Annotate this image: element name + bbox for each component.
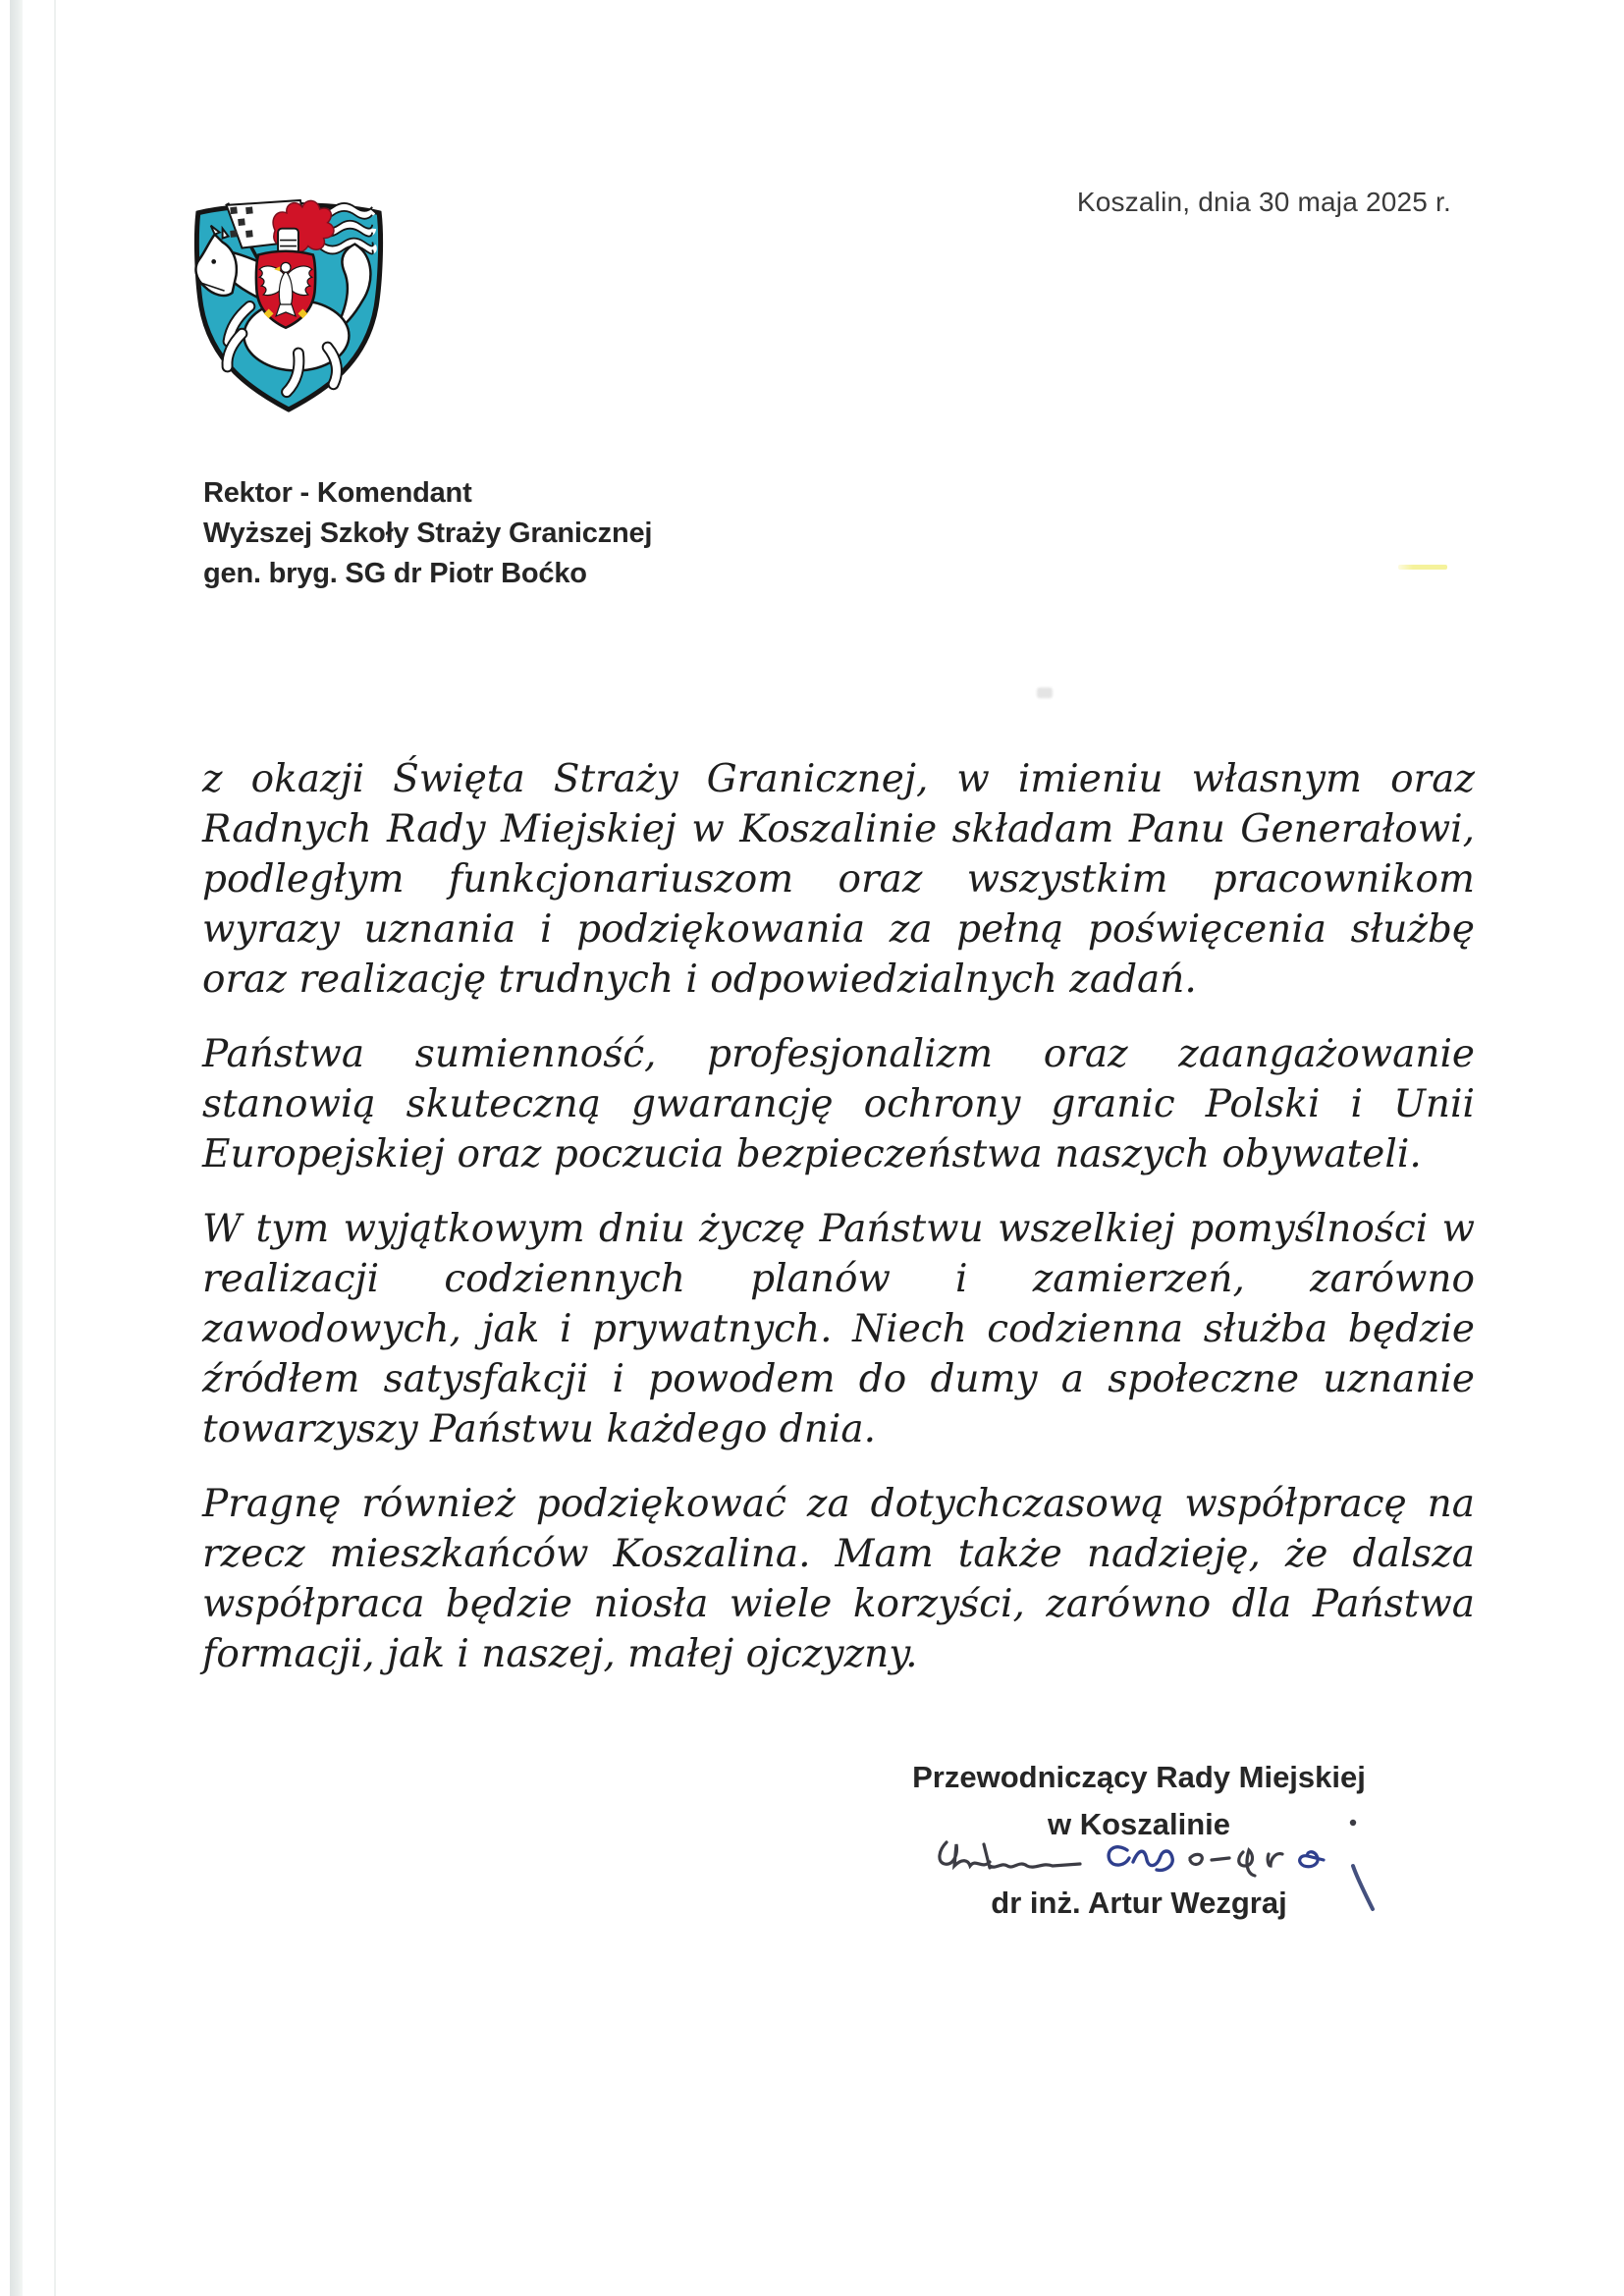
scan-smudge xyxy=(1037,687,1053,698)
recipient-block xyxy=(203,473,652,594)
signature-title-line1: Przewodniczący Rady Miejskiej xyxy=(912,1760,1366,1794)
signature-name: dr inż. Artur Wezgraj xyxy=(991,1886,1287,1920)
paragraph-wishes: W tym wyjątkowym dniu życzę Państwu wszelkiej pomyślności w realizacji codziennych planów i zamierzeń, zarówno zawodowych, jak i prywatnych. Niech codzienna służba będzie źródłem satysfakcji i powodem do dumy a społeczne uznanie towarzyszy Państwu każdego dnia. xyxy=(202,1207,1475,1451)
koszalin-coat-of-arms-icon xyxy=(182,189,396,416)
paragraph-cooperation: Pragnę również podziękować za dotychczasową współpracę na rzecz mieszkańców Koszalina. Mam także nadzieję, że dalsza współpraca będzie niosła wiele korzyści, zarówno dla Państwa formacji, jak i naszej, małej ojczyzny. xyxy=(202,1482,1475,1676)
paragraph-appreciation: Państwa sumienność, profesjonalizm oraz zaangażowanie stanowią skuteczną gwarancję ochrony granic Polski i Unii Europejskiej oraz poczucia bezpieczeństwa naszych obywateli. xyxy=(202,1032,1475,1176)
signature-title-line2: w Koszalinie xyxy=(1047,1807,1231,1841)
date-line: Koszalin, dnia 30 maja 2025 r. xyxy=(1076,187,1451,217)
recipient-line-institution: Wyższej Szkoły Straży Granicznej xyxy=(203,518,653,549)
recipient-line-title: Rektor - Komendant xyxy=(203,477,472,509)
recipient-line-name: gen. bryg. SG dr Piotr Boćko xyxy=(203,558,587,589)
highlighter-mark xyxy=(1398,565,1447,570)
letter-body xyxy=(202,754,1475,1704)
scanner-edge-band xyxy=(10,0,23,2296)
scanner-edge-line xyxy=(54,0,56,2296)
paragraph-greeting: z okazji Święta Straży Granicznej, w imieniu własnym oraz Radnych Rady Miejskiej w Koszalinie składam Panu Generałowi, podległym funkcjonariuszom oraz wszystkim pracownikom wyrazy uznania i podziękowania za pełną poświęcenia służbę oraz realizację trudnych i odpowiedzialnych zadań. xyxy=(202,757,1475,1002)
crest-svg xyxy=(182,189,396,416)
